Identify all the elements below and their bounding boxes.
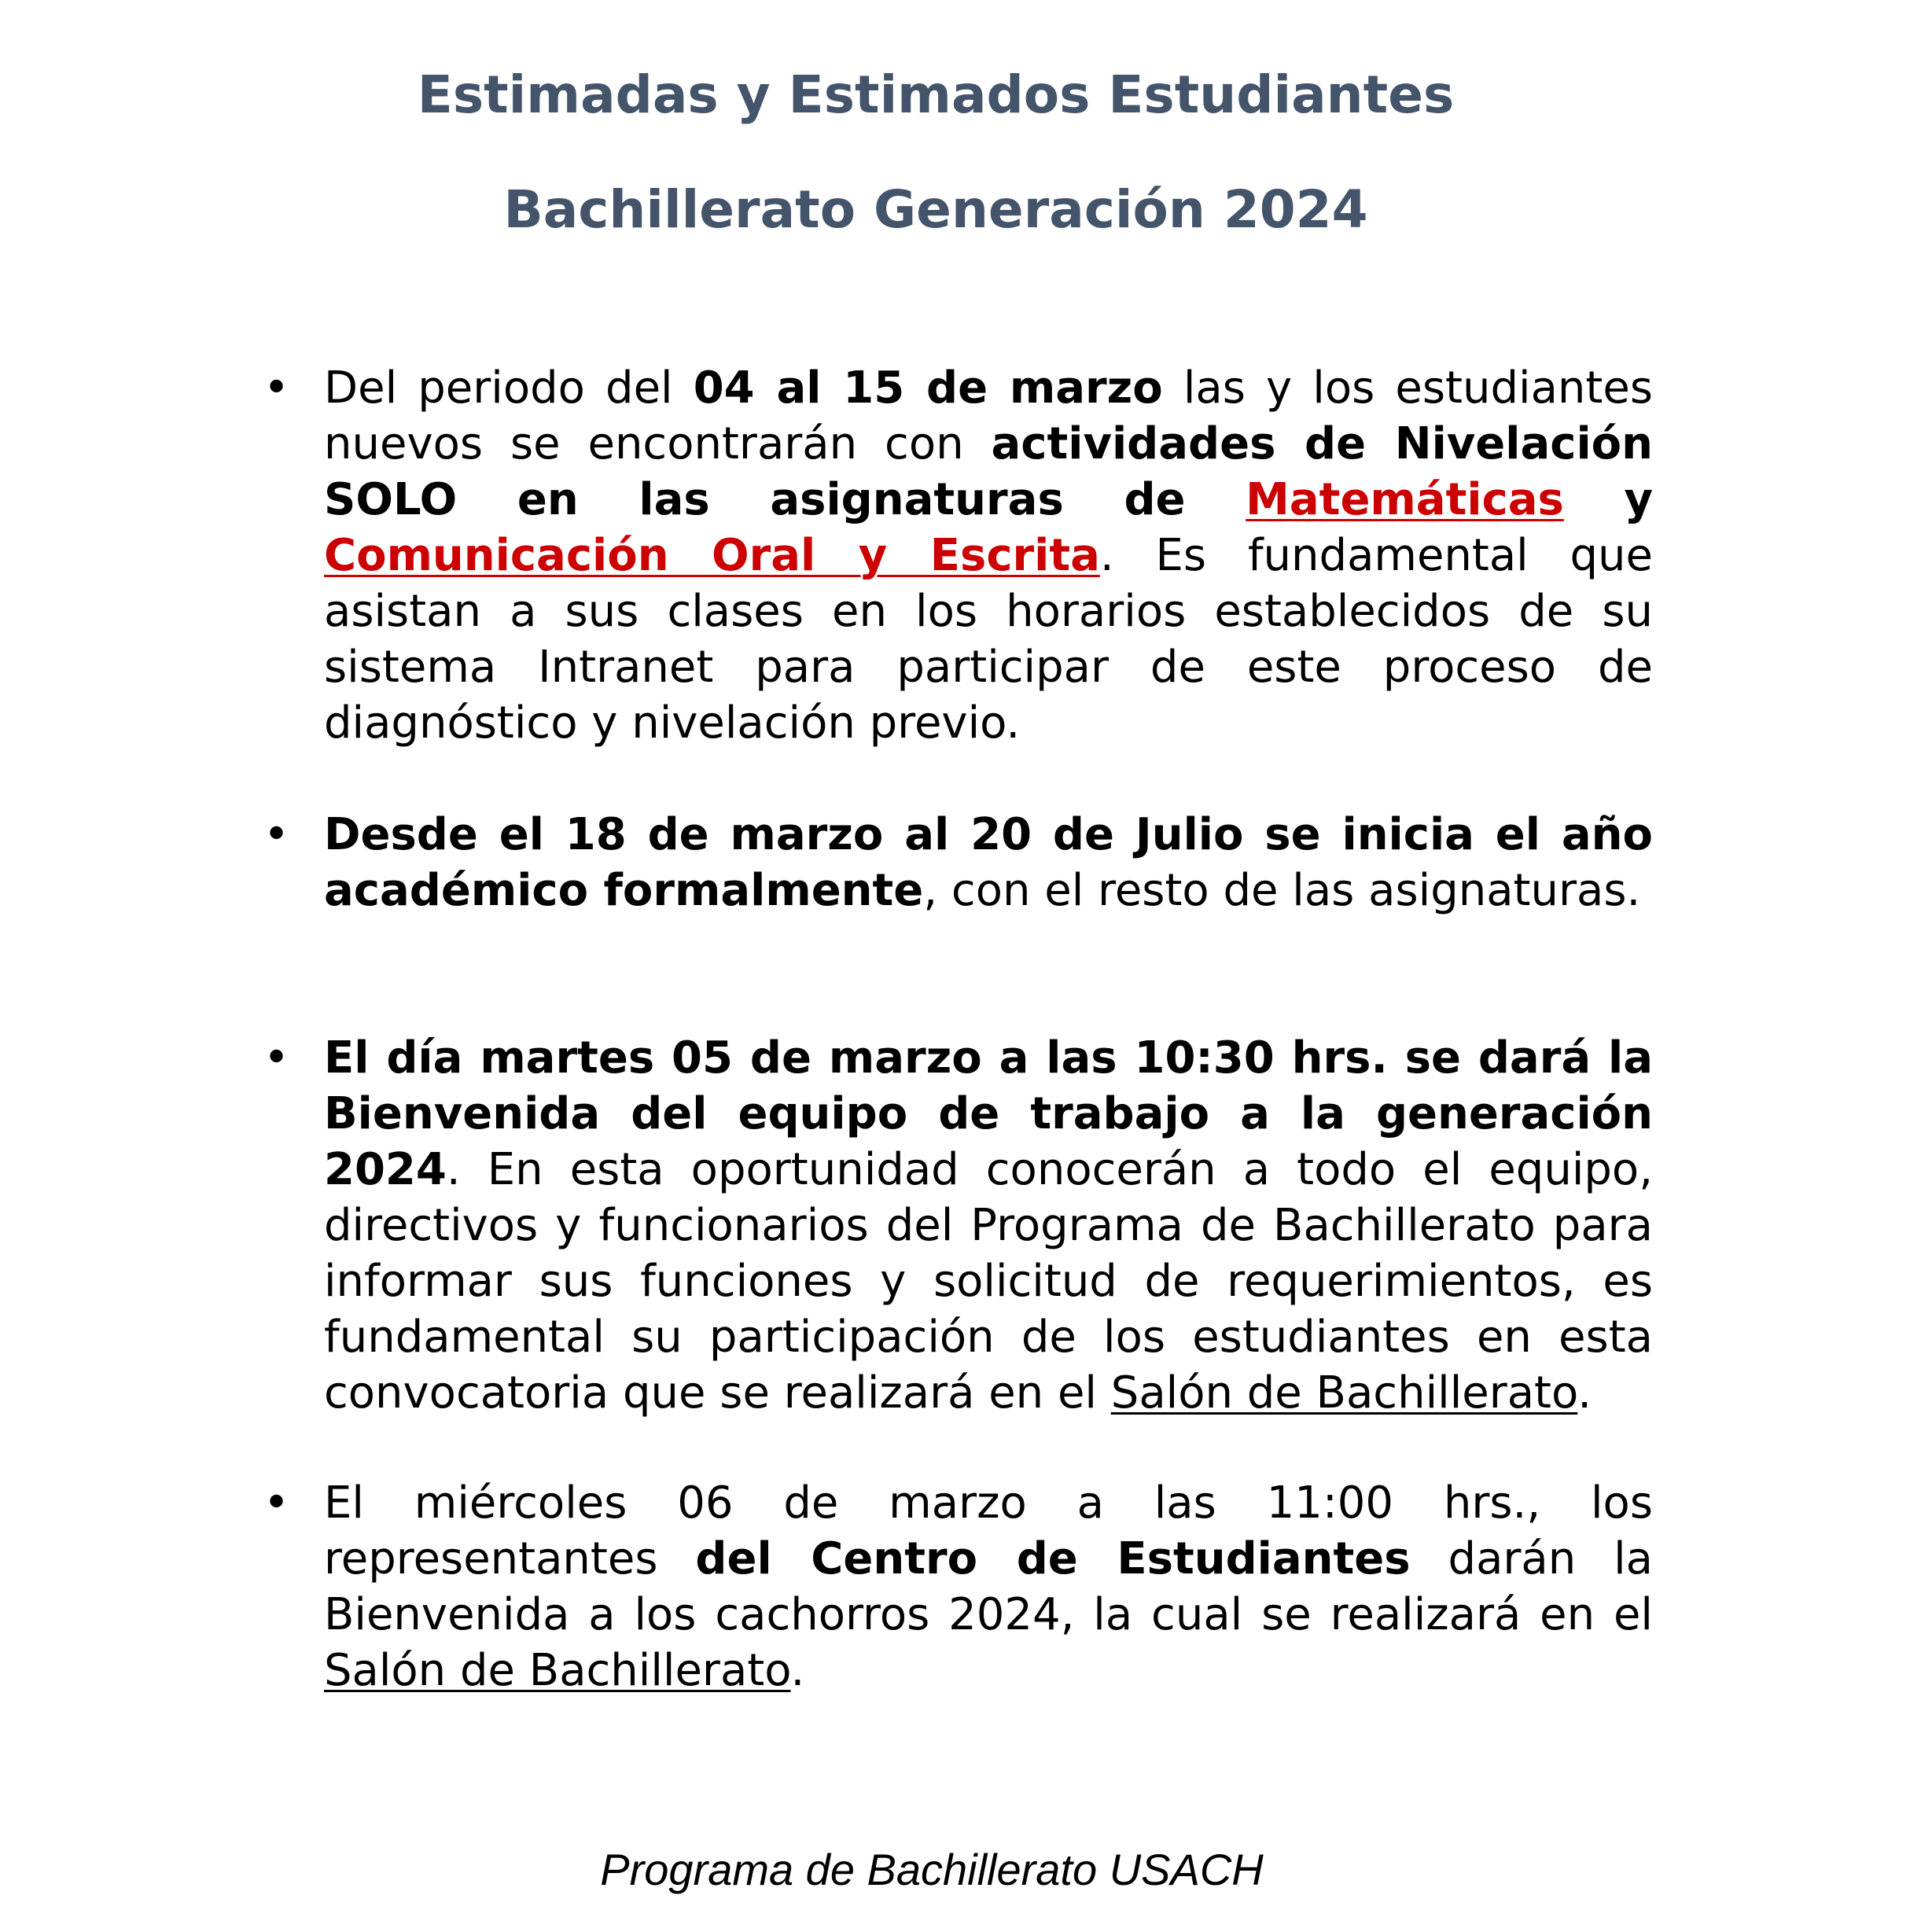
item-text: El miércoles 06 de marzo a las 11:00 hrs., los representantes — [324, 1478, 1653, 1584]
venue-name: Salón de Bachillerato — [324, 1645, 791, 1696]
item-emphasis: del Centro de Estudiantes — [695, 1533, 1411, 1584]
announcement-item-3 — [324, 1030, 1653, 1421]
heading-line-1: Estimadas y Estimados Estudiantes — [417, 64, 1455, 125]
bullet-icon: • — [263, 362, 290, 414]
subject-matematicas: Matemáticas — [1246, 474, 1564, 525]
item-text: Del periodo del — [324, 362, 694, 414]
bullet-icon: • — [263, 809, 290, 860]
heading-line-2: Bachillerato Generación 2024 — [503, 179, 1368, 240]
item-text: . — [1577, 1367, 1592, 1419]
item-text: , con el resto de las asignaturas. — [923, 865, 1641, 916]
venue-name: Salón de Bachillerato — [1110, 1367, 1578, 1419]
item-text: . En esta oportunidad conocerán a todo el equipo, directivos y funcionarios del Programa de Bachillerato para informar sus funciones y solicitud de requerimientos, es fundamental su participación de los estudiantes en esta convocatoria que se realizará en el — [324, 1144, 1653, 1419]
item-emphasis: Desde el 18 de marzo al 20 de Julio se inicia el año académico formalmente — [324, 809, 1653, 916]
footer-signature: Programa de Bachillerato USACH — [600, 1845, 1264, 1894]
bullet-icon: • — [263, 1032, 290, 1084]
item-emphasis: actividades de Nivelación SOLO en las asignaturas de — [324, 418, 1653, 525]
announcement-item-2 — [324, 807, 1653, 918]
item-text: darán la Bienvenida a los cachorros 2024, la cual se realizará en el — [324, 1533, 1653, 1640]
item-emphasis: y — [1563, 474, 1653, 525]
bullet-icon: • — [263, 1478, 290, 1529]
item-date: 04 al 15 de marzo — [693, 362, 1163, 414]
subject-comunicacion: Comunicación Oral y Escrita — [324, 530, 1100, 581]
announcement-item-4 — [324, 1475, 1653, 1698]
item-text: . — [790, 1645, 805, 1696]
announcement-item-1 — [324, 360, 1653, 751]
item-text: . Es fundamental que asistan a sus clases en los horarios establecidos de su sistema Intranet para participar de este proceso de diagnóstico y nivelación previo. — [324, 530, 1653, 749]
item-emphasis: El día martes 05 de marzo a las 10:30 hrs. se dará la Bienvenida del equipo de trabajo a la generación 2024 — [324, 1032, 1653, 1195]
item-text: las y los estudiantes nuevos se encontrarán con — [324, 362, 1653, 469]
